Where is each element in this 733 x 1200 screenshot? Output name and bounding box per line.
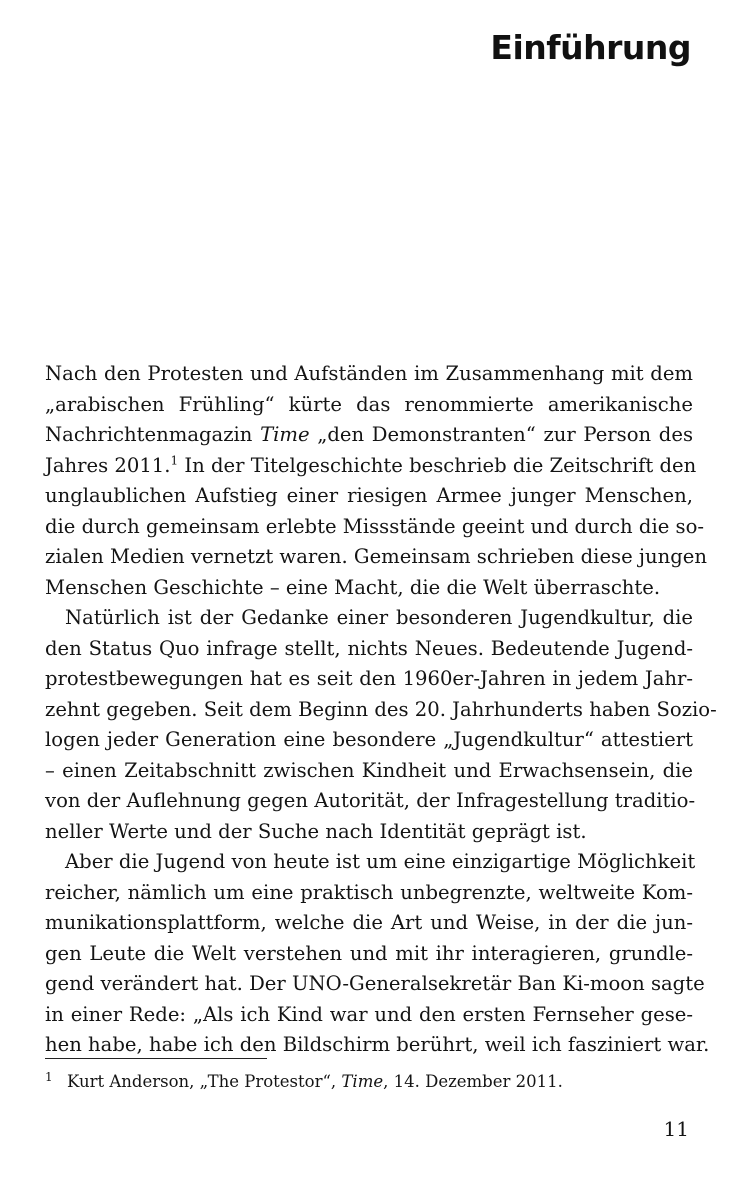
footnote-divider [45,1058,267,1059]
text-line: munikationsplattform, welche die Art und Weise, in der die jun- [45,911,693,934]
text-line: neller Werte und der Suche nach Identität geprägt ist. [45,819,587,843]
text-line: logen jeder Generation eine besondere „Jugendkultur“ attestiert [45,728,693,751]
text-segment: Jahres 2011. [45,453,171,477]
paragraph-2 [45,603,717,847]
text-line: reicher, nämlich um eine praktisch unbegrenzte, weltweite Kom- [45,880,693,904]
text-line: – einen Zeitabschnitt zwischen Kindheit und Erwachsensein, die [45,758,693,782]
text-line: protestbewegungen hat es seit den 1960er-Jahren in jedem Jahr- [45,667,693,690]
text-line [45,451,697,482]
text-line: Natürlich ist der Gedanke einer besonderen Jugendkultur, die [65,606,693,629]
chapter-title: Einführung [490,28,691,67]
text-line: unglaublichen Aufstieg einer riesigen Armee junger Menschen, [45,484,693,507]
text-line: gend verändert hat. Der UNO-Generalsekretär Ban Ki-moon sagte [45,972,705,995]
page-number: 11 [663,1117,689,1141]
text-line: „arabischen Frühling“ kürte das renommierte amerikanische [45,392,693,416]
footnote-text: Kurt Anderson, „The Protestor“, [67,1072,342,1091]
text-line: zehnt gegeben. Seit dem Beginn des 20. Jahrhunderts haben Sozio- [45,697,717,721]
text-line: Nach den Protesten und Aufständen im Zusammenhang mit dem [45,362,693,385]
text-line: Menschen Geschichte – eine Macht, die die Welt überraschte. [45,575,661,599]
footnote-magazine-name: Time [341,1072,384,1091]
text-segment: „den Demonstranten“ zur Person des [309,423,693,446]
text-line: gen Leute die Welt verstehen und mit ihr interagieren, grundle- [45,941,693,965]
text-line: in einer Rede: „Als ich Kind war und den ersten Fernseher gese- [45,1002,693,1026]
magazine-name: Time [260,423,310,446]
text-line: den Status Quo infrage stellt, nichts Neues. Bedeutende Jugend- [45,636,693,660]
text-line: die durch gemeinsam erlebte Missstände geeint und durch die so- [45,514,705,538]
text-segment: Nachrichtenmagazin [45,423,261,446]
text-line: zialen Medien vernetzt waren. Gemeinsam schrieben diese jungen [45,545,707,568]
footnote: 1 Kurt Anderson, „The Protestor“, Time, 14. Dezember 2011. [45,1069,563,1091]
text-segment: In der Titelgeschichte beschrieb die Zeitschrift den [178,453,697,477]
paragraph-1 [45,359,707,603]
text-line: hen habe, habe ich den Bildschirm berührt, weil ich fasziniert war. [45,1033,710,1056]
body-text [45,359,717,1061]
paragraph-3 [45,847,710,1061]
text-line: Aber die Jugend von heute ist um eine einzigartige Möglichkeit [65,850,696,873]
footnote-date: , 14. Dezember 2011. [383,1072,563,1091]
footnote-reference: 1 [170,452,179,467]
text-line: von der Auflehnung gegen Autorität, der Infragestellung traditio- [45,789,696,812]
text-line [45,420,693,451]
